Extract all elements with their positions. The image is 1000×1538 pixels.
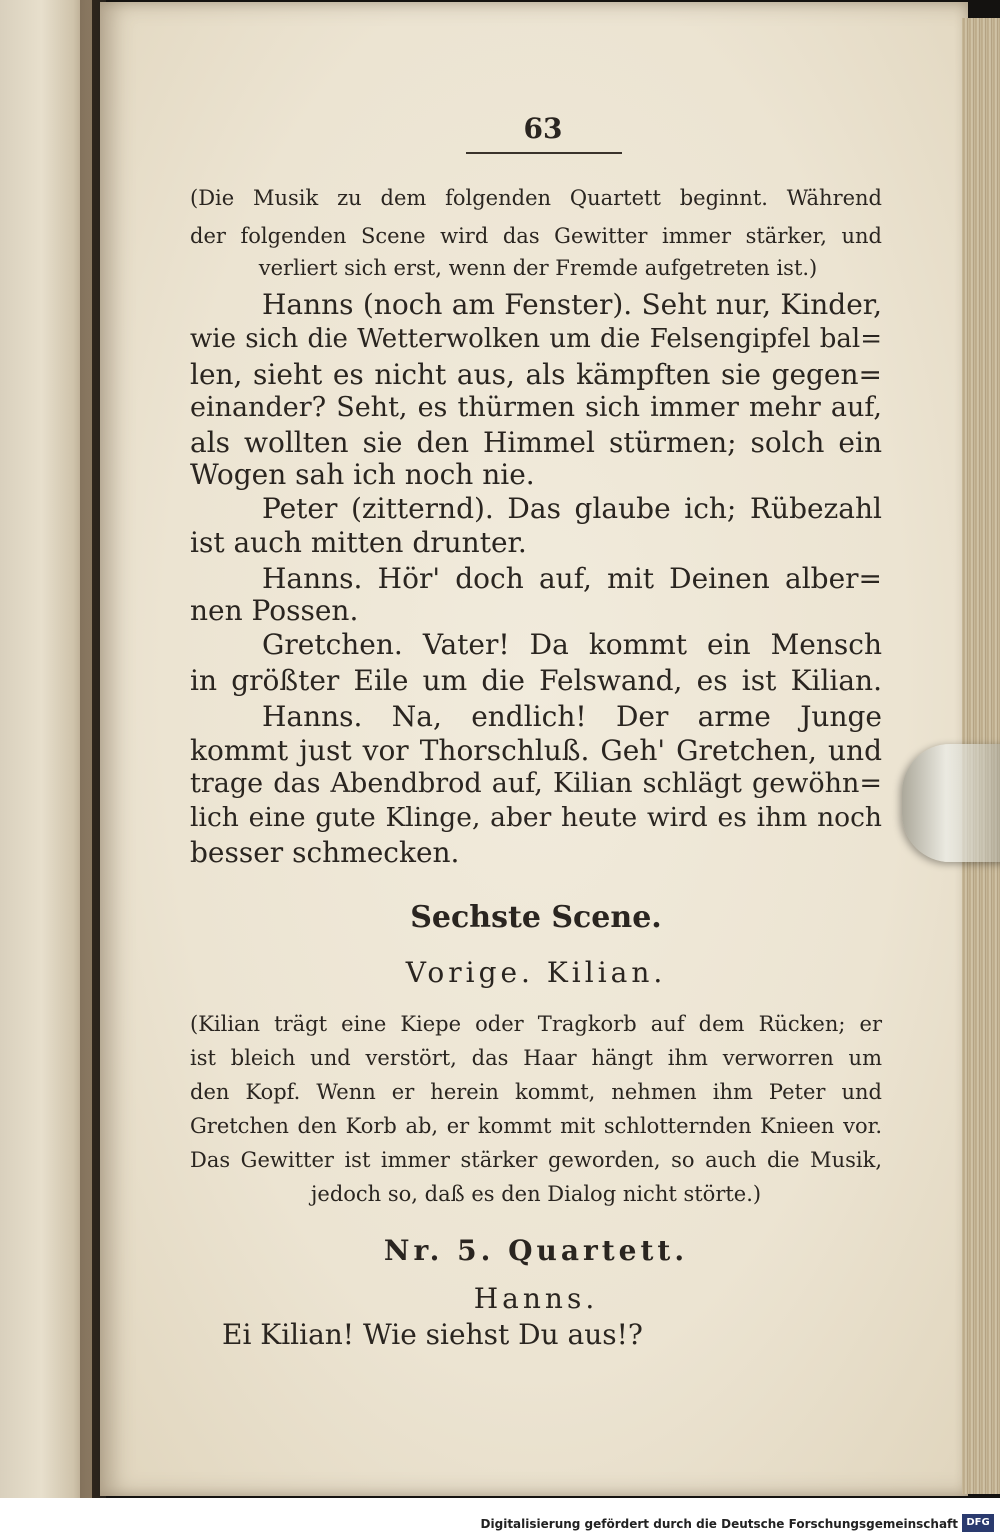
stage-direction-line: der folgenden Scene wird das Gewitter immer stärker, und — [190, 224, 882, 248]
stage-direction-line: (Kilian trägt eine Kiepe oder Tragkorb auf dem Rücken; er — [190, 1012, 882, 1036]
dialogue-line: Gretchen. Vater! Da kommt ein Mensch — [262, 628, 882, 661]
sung-line: Ei Kilian! Wie siehst Du aus!? — [222, 1318, 643, 1351]
dialogue-line: einander? Seht, es thürmen sich immer mehr auf, — [190, 392, 882, 423]
dialogue-line: besser schmecken. — [190, 836, 460, 869]
footer-credit: Digitalisierung gefördert durch die Deutsche Forschungsgemeinschaft — [480, 1517, 958, 1531]
page-number: 63 — [523, 112, 563, 145]
facing-page-edge — [0, 0, 92, 1498]
page-number-rule — [466, 152, 622, 154]
scene-heading: Sechste Scene. — [410, 900, 662, 935]
stage-direction-line: jedoch so, daß es den Dialog nicht störte.) — [310, 1182, 762, 1206]
dialogue-line: Hanns (noch am Fenster). Seht nur, Kinder, — [262, 288, 882, 321]
scene-cast: Vorige. Kilian. — [405, 956, 667, 989]
stage-direction-line: den Kopf. Wenn er herein kommt, nehmen ihm Peter und — [190, 1080, 882, 1104]
glass-page-weight — [902, 744, 1000, 862]
dialogue-line: kommt just vor Thorschluß. Geh' Gretchen, und — [190, 734, 882, 767]
dialogue-line: Wogen sah ich noch nie. — [190, 458, 535, 491]
dialogue-line: ist auch mitten drunter. — [190, 526, 527, 559]
dialogue-line: nen Possen. — [190, 594, 359, 627]
singer-name: Hanns. — [473, 1282, 599, 1315]
stage-direction-line: (Die Musik zu dem folgenden Quartett beginnt. Während — [190, 186, 882, 210]
number-heading: Nr. 5. Quartett. — [383, 1234, 689, 1267]
stage-direction-line: verliert sich erst, wenn der Fremde aufgetreten ist.) — [258, 256, 818, 280]
dialogue-line: in größter Eile um die Felswand, es ist Kilian. — [190, 664, 882, 697]
dialogue-line: lich eine gute Klinge, aber heute wird es ihm noch — [190, 802, 882, 833]
dialogue-line: len, sieht es nicht aus, als kämpften sie gegen= — [190, 358, 882, 391]
dialogue-line: Hanns. Na, endlich! Der arme Junge — [262, 700, 882, 733]
stage-direction-line: ist bleich und verstört, das Haar hängt ihm verworren um — [190, 1046, 882, 1070]
dialogue-line: trage das Abendbrod auf, Kilian schlägt gewöhn= — [190, 768, 882, 799]
dialogue-line: Hanns. Hör' doch auf, mit Deinen alber= — [262, 562, 882, 595]
dialogue-line: als wollten sie den Himmel stürmen; solch ein — [190, 426, 882, 459]
dialogue-line: Peter (zitternd). Das glaube ich; Rübezahl — [262, 492, 882, 525]
stage-direction-line: Das Gewitter ist immer stärker geworden, so auch die Musik, — [190, 1148, 882, 1172]
stage-direction-line: Gretchen den Korb ab, er kommt mit schlotternden Knieen vor. — [190, 1114, 882, 1138]
dfg-logo: DFG — [962, 1514, 994, 1532]
dialogue-line: wie sich die Wetterwolken um die Felsengipfel bal= — [190, 324, 882, 354]
